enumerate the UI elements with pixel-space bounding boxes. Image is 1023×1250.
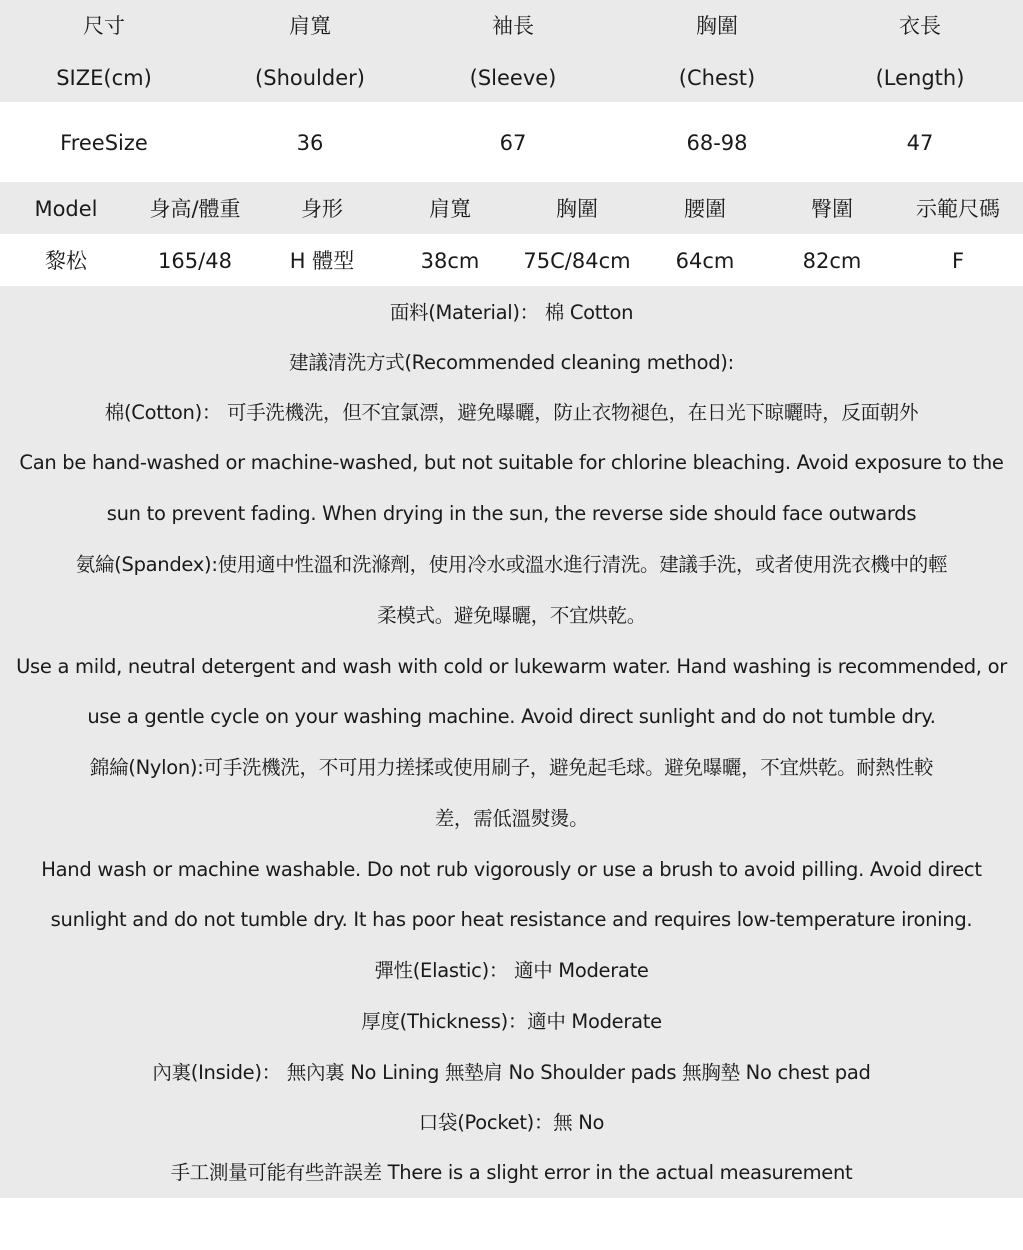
model-header-shoulder: 肩寬 (429, 197, 471, 221)
sleeve-header-zh: 袖長 (492, 14, 534, 38)
sleeve-header-en: (Sleeve) (469, 66, 557, 90)
model-shoulder-value: 38cm (420, 249, 480, 273)
material-line: 面料(Material)： 棉 Cotton (389, 301, 634, 324)
model-header-height-weight: 身高/體重 (149, 197, 241, 221)
spandex-care-zh-1: 氨綸(Spandex):使用適中性溫和洗滌劑，使用冷水或溫水進行清洗。建議手洗，或者使用洗衣機中的輕 (75, 553, 948, 576)
shoulder-header-en: (Shoulder) (255, 66, 365, 90)
spandex-care-zh-2: 柔模式。避免曝曬，不宜烘乾。 (377, 604, 646, 627)
spandex-care-en-2: use a gentle cycle on your washing machine. Avoid direct sunlight and do not tumble dry. (87, 705, 936, 728)
thickness-line: 厚度(Thickness)：適中 Moderate (361, 1010, 662, 1033)
model-body-shape-value: H 體型 (289, 249, 355, 273)
model-header-waist: 腰圍 (684, 197, 726, 221)
model-chest-value: 75C/84cm (523, 249, 631, 273)
model-header-size-worn: 示範尺碼 (916, 197, 1000, 221)
model-hip-value: 82cm (802, 249, 862, 273)
model-header-chest: 胸圍 (556, 197, 598, 221)
sleeve-value: 67 (499, 131, 527, 155)
model-header-hip: 臀圍 (811, 197, 853, 221)
model-height-weight-value: 165/48 (158, 249, 232, 273)
length-header-zh: 衣長 (899, 14, 941, 38)
cotton-care-en-1: Can be hand-washed or machine-washed, but not suitable for chlorine bleaching. Avoid exposure to the (19, 451, 1004, 474)
length-value: 47 (906, 131, 934, 155)
shoulder-value: 36 (296, 131, 324, 155)
model-table-row (0, 234, 1023, 286)
size-table-row (0, 102, 1023, 182)
nylon-care-en-1: Hand wash or machine washable. Do not rub vigorously or use a brush to avoid pilling. Avoid direct (41, 858, 982, 881)
care-instructions-block (0, 286, 1023, 1198)
model-size-worn-value: F (951, 249, 965, 273)
nylon-care-zh-2: 差，需低溫熨燙。 (434, 807, 589, 830)
measurement-error-note: 手工測量可能有些許誤差 There is a slight error in the actual measurement (170, 1161, 853, 1184)
nylon-care-en-2: sunlight and do not tumble dry. It has poor heat resistance and requires low-temperature ironing. (50, 908, 973, 931)
shoulder-header-zh: 肩寬 (289, 14, 331, 38)
model-table-header (0, 182, 1023, 234)
chest-header-en: (Chest) (678, 66, 756, 90)
pocket-line: 口袋(Pocket)：無 No (418, 1111, 605, 1134)
nylon-care-zh-1: 錦綸(Nylon):可手洗機洗，不可用力搓揉或使用刷子，避免起毛球。避免曝曬，不宜烘乾。耐熱性較 (89, 756, 934, 779)
spandex-care-en-1: Use a mild, neutral detergent and wash with cold or lukewarm water. Hand washing is recommended, or (16, 655, 1007, 678)
model-header-name: Model (34, 197, 98, 221)
cotton-care-zh: 棉(Cotton)： 可手洗機洗，但不宜氯漂，避免曝曬，防止衣物褪色，在日光下晾曬時，反面朝外 (104, 401, 919, 424)
model-header-body-shape: 身形 (301, 197, 343, 221)
size-value: FreeSize (60, 131, 148, 155)
size-header-en: SIZE(cm) (56, 66, 152, 90)
inside-lining-line: 內裏(Inside)： 無內裏 No Lining 無墊肩 No Shoulder pads 無胸墊 No chest pad (152, 1061, 871, 1084)
size-header-zh: 尺寸 (83, 14, 125, 38)
chest-value: 68-98 (686, 131, 748, 155)
length-header-en: (Length) (875, 66, 965, 90)
cleaning-method-heading: 建議清洗方式(Recommended cleaning method): (289, 351, 734, 374)
model-name-value: 黎松 (45, 249, 87, 273)
chest-header-zh: 胸圍 (696, 14, 738, 38)
elastic-line: 彈性(Elastic)： 適中 Moderate (374, 959, 649, 982)
model-waist-value: 64cm (675, 249, 735, 273)
size-table-header (0, 0, 1023, 102)
cotton-care-en-2: sun to prevent fading. When drying in the sun, the reverse side should face outwards (106, 502, 917, 525)
